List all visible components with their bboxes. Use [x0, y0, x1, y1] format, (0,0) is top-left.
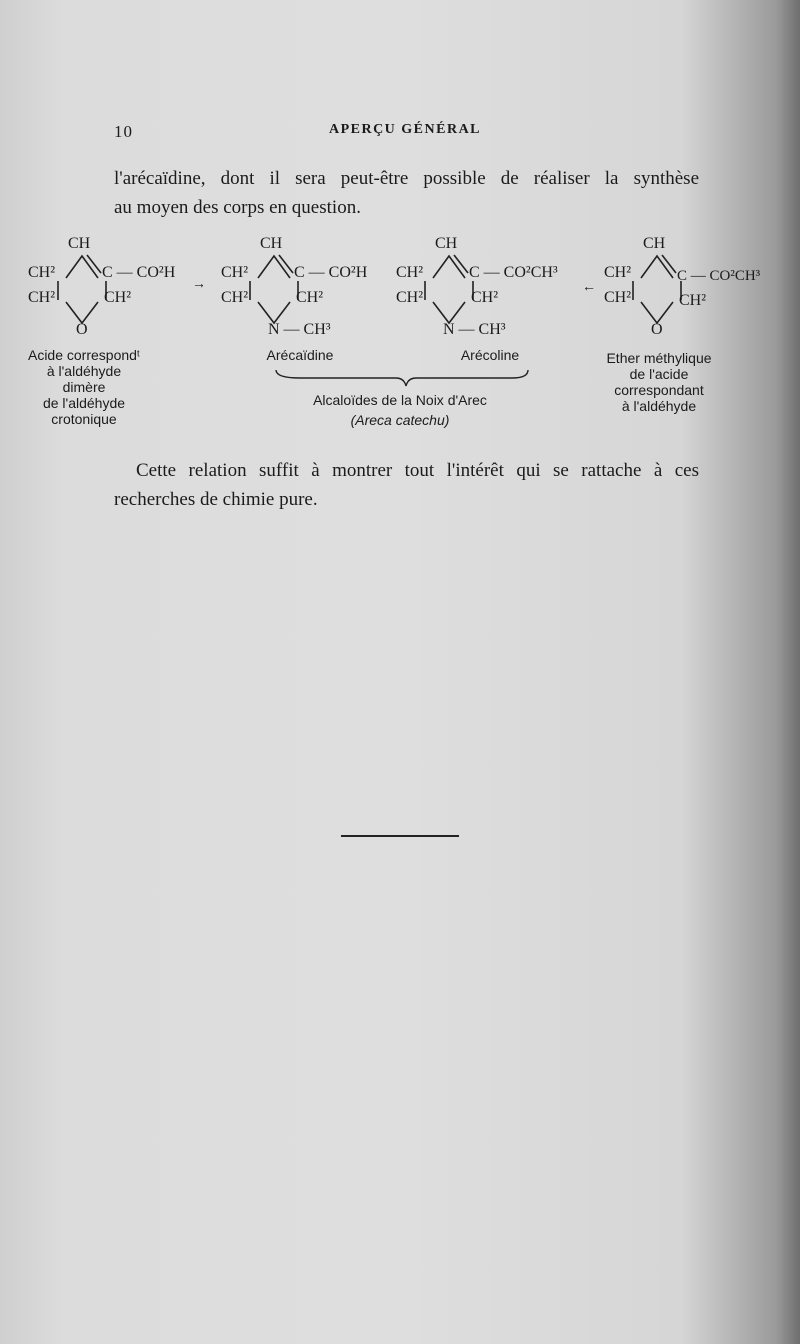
atom-bottom: N — CH³	[443, 321, 506, 338]
atom-right-lower: CH²	[471, 289, 499, 306]
atom-right-upper: C — CO²H	[294, 264, 368, 281]
atom-left-upper: CH²	[604, 264, 632, 281]
atom-right-upper: C — CO²CH³	[469, 264, 558, 281]
atom-bottom: O	[651, 321, 663, 338]
atom-left-upper: CH²	[28, 264, 56, 281]
atom-bottom: O	[76, 321, 88, 338]
intro-line-2: au moyen des corps en question.	[114, 197, 361, 218]
caption-methyl-ether	[590, 350, 728, 414]
caption-line: Acide correspondᵗ	[27, 347, 141, 363]
closing-line-2: recherches de chimie pure.	[114, 489, 318, 510]
arrow-left: ←	[582, 280, 596, 295]
atom-left-lower: CH²	[28, 289, 56, 306]
atom-left-lower: CH²	[396, 289, 424, 306]
caption-arecaidine	[250, 347, 350, 363]
intro-line-1: l'arécaïdine, dont il sera peut-être possible de réaliser la synthèse	[114, 168, 699, 189]
atom-right-lower: CH²	[296, 289, 324, 306]
atom-top: CH	[435, 235, 458, 252]
alkaloid-group-label	[270, 390, 530, 430]
atom-bottom: N — CH³	[268, 321, 331, 338]
caption-line: à l'aldéhyde	[46, 363, 122, 379]
caption-acid	[14, 347, 154, 427]
atom-right-upper: C — CO²CH³	[677, 268, 761, 284]
page-number: 10	[114, 122, 133, 141]
atom-left-upper: CH²	[396, 264, 424, 281]
atom-left-lower: CH²	[221, 289, 249, 306]
running-title: APERÇU GÉNÉRAL	[328, 122, 482, 137]
end-rule	[341, 835, 459, 837]
atom-right-lower: CH²	[679, 292, 707, 309]
caption-line: correspondant	[614, 382, 704, 398]
arrow-right: →	[192, 277, 206, 292]
caption-line: à l'aldéhyde	[621, 398, 697, 414]
caption-line: crotonique	[51, 411, 117, 427]
caption-line: dimère	[62, 379, 106, 395]
atom-right-lower: CH²	[104, 289, 132, 306]
caption-line: de l'acide	[629, 366, 689, 382]
group-label-text: Alcaloïdes de la Noix d'Arec	[313, 392, 487, 408]
caption-line: Arécaïdine	[266, 347, 334, 363]
caption-arecoline	[440, 347, 540, 363]
closing-line-1: Cette relation suffit à montrer tout l'intérêt qui se rattache à ces	[136, 460, 699, 481]
group-latin-name: (Areca catechu)	[350, 412, 450, 428]
atom-right-upper: C — CO²H	[102, 264, 176, 281]
atom-left-upper: CH²	[221, 264, 249, 281]
atom-top: CH	[260, 235, 283, 252]
atom-left-lower: CH²	[604, 289, 632, 306]
atom-top: CH	[68, 235, 91, 252]
caption-line: Ether méthylique	[606, 350, 712, 366]
atom-top: CH	[643, 235, 666, 252]
caption-line: de l'aldéhyde	[42, 395, 126, 411]
closing-paragraph	[114, 456, 699, 514]
caption-line: Arécoline	[460, 347, 520, 363]
